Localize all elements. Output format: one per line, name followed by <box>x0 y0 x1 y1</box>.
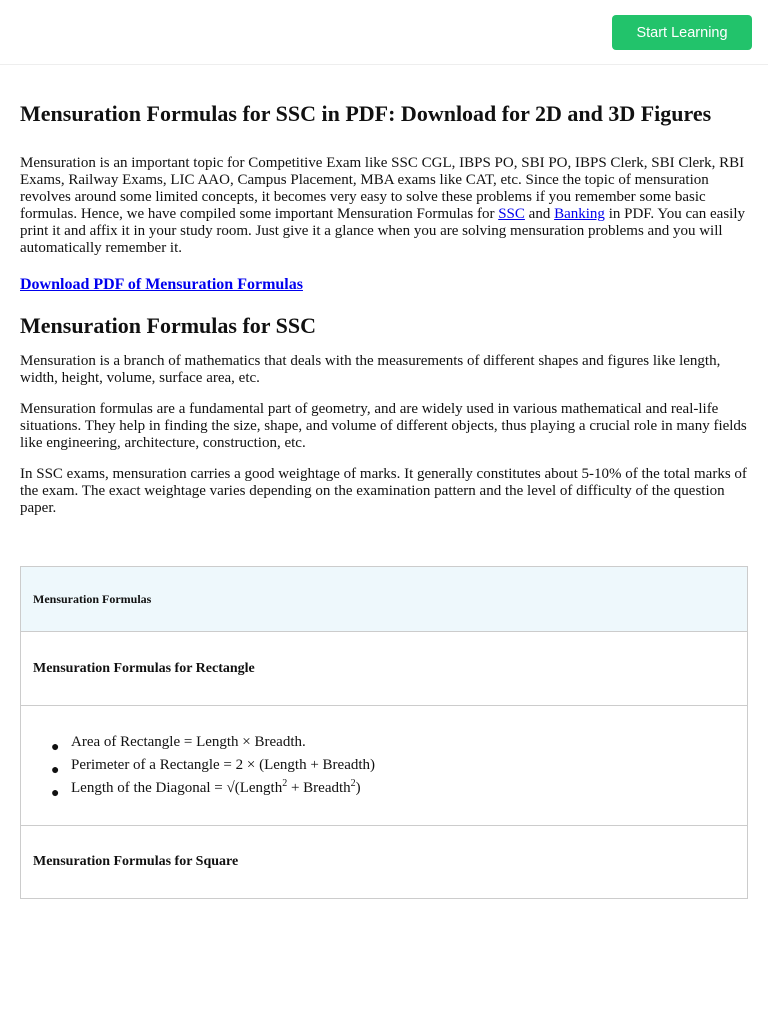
list-item <box>51 777 375 801</box>
intro-text-and: and <box>524 206 555 222</box>
square-heading: Mensuration Formulas for Square <box>33 854 239 869</box>
paragraph-definition: Mensuration is a branch of mathematics that deals with the measurements of different shapes and figures like length, width, height, volume, surface area, etc. <box>20 353 721 386</box>
table-header-label: Mensuration Formulas <box>33 591 152 606</box>
rectangle-area-formula: Area of Rectangle = Length × Breadth. <box>71 734 306 750</box>
rectangle-perimeter-formula: Perimeter of a Rectangle = 2 × (Length + Breadth) <box>71 757 376 773</box>
top-bar <box>0 0 768 65</box>
ssc-link[interactable]: SSC <box>498 206 525 222</box>
table-row <box>21 632 747 706</box>
rectangle-heading: Mensuration Formulas for Rectangle <box>33 660 255 676</box>
start-learning-button[interactable]: Start Learning <box>612 15 752 50</box>
intro-text-end: in PDF. You can easily print it and affix it in your study room. Just give it a glance when you are solving mensuration problems and you will automatically remember it. <box>20 206 745 256</box>
table-header <box>21 567 747 632</box>
list-item <box>51 731 375 755</box>
section-heading: Mensuration Formulas for SSC <box>20 313 316 338</box>
page-title: Mensuration Formulas for SSC in PDF: Download for 2D and 3D Figures <box>20 101 712 126</box>
diagonal-exponent: 2 <box>282 778 288 789</box>
bullet-icon: ● <box>51 763 60 778</box>
bullet-icon: ● <box>51 740 60 755</box>
rectangle-formula-list <box>33 731 375 800</box>
banking-link[interactable]: Banking <box>554 206 605 222</box>
diagonal-formula-suffix: ) <box>355 780 361 796</box>
bullet-icon: ● <box>51 786 60 801</box>
paragraph-importance: Mensuration formulas are a fundamental part of geometry, and are widely used in various mathematical and real-life situations. They help in finding the size, shape, and volume of different objects, thus playing a crucial role in many fields like engineering, architecture, construction, etc. <box>20 401 747 451</box>
diagonal-formula-prefix: Length of the Diagonal = √(Length <box>71 780 283 796</box>
list-item <box>51 754 376 778</box>
article <box>20 98 750 517</box>
download-pdf-link[interactable]: Download PDF of Mensuration Formulas <box>20 276 303 293</box>
table-row <box>21 826 747 898</box>
paragraph-weightage: In SSC exams, mensuration carries a good weightage of marks. It generally constitutes about 5-10% of the total marks of the exam. The exact weightage varies depending on the examination pattern and the level of difficulty of the question paper. <box>20 466 747 516</box>
intro-paragraph <box>20 155 750 257</box>
diagonal-formula-middle: + Breadth <box>287 780 351 796</box>
intro-text-start: Mensuration is an important topic for Competitive Exam like SSC CGL, IBPS PO, SBI PO, IBPS Clerk, SBI Clerk, RBI Exams, Railway Exams, LIC AAO, Campus Placement, MBA exams like CAT, etc. Since the topic of mensuration revolves around some limited concepts, it becomes very easy to solve these problems if you remember some basic formulas. Hence, we have compiled some important Mensuration Formulas for <box>20 155 745 222</box>
diagonal-exponent: 2 <box>350 778 356 789</box>
table-row <box>21 706 747 826</box>
formulas-table <box>20 566 748 899</box>
